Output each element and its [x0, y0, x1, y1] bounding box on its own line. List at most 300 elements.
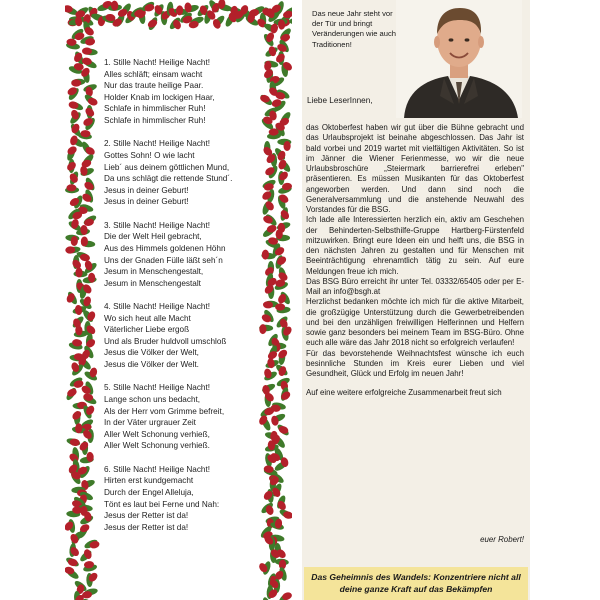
garland-berry	[82, 13, 91, 24]
garland-leaf	[65, 556, 80, 568]
garland-leaf	[72, 403, 86, 410]
portrait-illustration	[396, 0, 522, 118]
garland-leaf	[270, 549, 277, 563]
garland-leaf	[273, 99, 288, 113]
garland-berry	[66, 184, 76, 191]
garland-leaf	[83, 563, 98, 572]
garland-leaf	[65, 234, 80, 242]
garland-leaf	[84, 188, 95, 203]
garland-berry	[67, 463, 79, 475]
garland-berry	[66, 38, 77, 46]
garland-berry	[277, 293, 288, 305]
garland-leaf	[276, 423, 291, 437]
garland-leaf	[174, 7, 189, 16]
garland-leaf	[71, 486, 85, 493]
garland-berry	[70, 470, 82, 481]
poem-line: Da uns schlägt die rettende Stund´.	[104, 174, 233, 184]
poem-line: In der Väter urgrauer Zeit	[104, 418, 196, 428]
poem-line: Jesus die Völker der Welt,	[104, 348, 199, 358]
garland-berry	[69, 545, 81, 557]
garland-berry	[73, 379, 85, 389]
garland-leaf	[82, 214, 97, 227]
garland-berry	[70, 361, 81, 373]
garland-berry	[111, 17, 123, 28]
garland-berry	[230, 5, 239, 16]
garland-leaf	[87, 5, 100, 20]
garland-leaf	[278, 508, 292, 520]
garland-berry	[278, 116, 290, 127]
garland-leaf	[67, 86, 81, 101]
poem-line: 2. Stille Nacht! Heilige Nacht!	[104, 139, 211, 149]
garland-leaf	[278, 171, 284, 185]
intro-quote: Das neue Jahr steht vor der Tür und bringt Veränderungen wie auch Traditionen!	[312, 9, 397, 49]
letter-paragraph: Das BSG Büro erreicht ihr unter Tel. 03332/65405 oder per E-Mail an info@bsgh.at	[306, 276, 524, 296]
garland-berry	[85, 86, 94, 97]
garland-leaf	[276, 306, 291, 314]
garland-berry	[268, 578, 280, 590]
garland-leaf	[279, 110, 292, 125]
garland-leaf	[83, 261, 98, 275]
letter-paragraph: das Oktoberfest haben wir gut über die Bühne gebracht und das Urlaubsprojekt ist beinahe abgeschlossen. Das Jahr ist bald vorbei und 2019 wartet mit vielfältigen Aktivitäten. So ist im Jänner die Wiener Ferienmesse, wo wir die neue Urlaubsbroschüre „Steiermark barrierefrei erleben" präsentieren. Es müssen Musikanten für das Oktoberfest angeworben werden. Und dann sind noch die Generalversammlung und die anstehende Neuwahl des Vorstandes für die BSG.	[306, 123, 524, 214]
garland-berry	[68, 101, 79, 110]
garland-leaf	[76, 228, 91, 236]
garland-leaf	[73, 271, 87, 278]
garland-berry	[218, 0, 226, 9]
garland-leaf	[275, 494, 287, 509]
garland-berry	[68, 172, 79, 184]
poem-line: Väterlicher Liebe ergoß	[104, 325, 190, 335]
garland-leaf	[79, 418, 94, 431]
poem-line: Jesus in deiner Geburt!	[104, 197, 189, 207]
garland-berry	[80, 158, 92, 169]
garland-berry	[275, 279, 286, 288]
garland-leaf	[277, 185, 292, 195]
garland-leaf	[66, 146, 77, 161]
garland-berry	[274, 121, 286, 132]
garland-berry	[83, 25, 95, 37]
garland-berry	[65, 520, 75, 532]
garland-berry	[275, 255, 287, 267]
garland-leaf	[84, 321, 91, 335]
garland-berry	[77, 489, 87, 496]
garland-berry	[279, 18, 291, 28]
garland-leaf	[82, 20, 92, 35]
garland-leaf	[79, 15, 94, 27]
letter-paragraph: Ich lade alle Interessierten herzlich ein, aktiv am Geschehen der Behinderten-Selbsthilfe-Gruppe Hartberg-Fürstenfeld mitzuwirken. Bringt eure Ideen ein und helft uns, die BSG in den nächsten Jahren zu gestalten und für Menschen mit Beeinträchtigung ehrenamtlich tätig zu sein. Auf eure Meldungen freue ich mich.	[306, 215, 524, 276]
garland-leaf	[66, 246, 81, 255]
garland-berry	[74, 353, 84, 361]
garland-leaf	[129, 5, 144, 18]
garland-berry	[81, 57, 92, 66]
garland-berry	[102, 0, 113, 9]
garland-berry	[277, 365, 287, 377]
poem-line: Jesus der Retter ist da!	[104, 511, 189, 521]
garland-berry	[71, 258, 83, 270]
garland-berry	[73, 593, 85, 600]
garland-leaf	[276, 376, 291, 388]
garland-leaf	[70, 530, 83, 545]
garland-berry	[281, 325, 292, 337]
garland-leaf	[66, 290, 79, 305]
garland-leaf	[82, 69, 91, 84]
garland-leaf	[101, 14, 116, 24]
poem-stanza-6	[104, 464, 274, 534]
garland-berry	[88, 6, 99, 18]
garland-berry	[227, 11, 238, 23]
garland-leaf	[84, 116, 97, 131]
garland-berry	[270, 23, 279, 34]
garland-berry	[75, 9, 87, 19]
garland-berry	[184, 2, 193, 13]
garland-leaf	[71, 78, 85, 85]
garland-leaf	[73, 591, 81, 600]
garland-leaf	[78, 132, 93, 140]
garland-berry	[273, 245, 285, 257]
garland-berry	[84, 145, 96, 156]
garland-berry	[82, 591, 93, 599]
garland-leaf	[281, 63, 289, 78]
garland-leaf	[189, 15, 204, 26]
garland-berry	[77, 355, 87, 367]
garland-leaf	[76, 279, 83, 293]
garland-berry	[278, 170, 290, 182]
garland-leaf	[234, 9, 248, 24]
garland-berry	[74, 305, 83, 316]
garland-leaf	[78, 464, 91, 479]
garland-berry	[81, 428, 93, 440]
poem-line: Jesum in Menschengestalt,	[104, 267, 204, 277]
poem-line: Als der Herr vom Grimme befreit,	[104, 406, 225, 416]
garland-berry	[75, 325, 83, 335]
garland-leaf	[278, 12, 292, 26]
garland-berry	[75, 281, 87, 293]
garland-berry	[65, 4, 73, 13]
garland-berry	[77, 402, 87, 409]
garland-berry	[79, 494, 88, 505]
garland-berry	[144, 3, 156, 13]
garland-berry	[275, 548, 287, 560]
garland-leaf	[275, 0, 286, 15]
garland-leaf	[277, 266, 287, 281]
garland-leaf	[119, 2, 132, 17]
garland-leaf	[79, 490, 94, 502]
garland-berry	[85, 324, 97, 336]
poem-line: Jesus der Retter ist da!	[104, 522, 189, 532]
garland-leaf	[83, 93, 98, 107]
garland-leaf	[277, 194, 287, 209]
garland-berry	[239, 4, 250, 16]
garland-leaf	[69, 100, 84, 112]
letter-body	[306, 123, 524, 399]
garland-berry	[89, 540, 100, 549]
garland-berry	[279, 559, 287, 569]
garland-leaf	[124, 11, 139, 25]
garland-leaf	[85, 333, 94, 348]
garland-berry	[68, 19, 78, 26]
garland-berry	[269, 548, 281, 560]
garland-leaf	[83, 538, 98, 550]
garland-leaf	[273, 435, 287, 450]
garland-leaf	[108, 4, 123, 12]
poem-line: 3. Stille Nacht! Heilige Nacht!	[104, 220, 211, 230]
garland-berry	[105, 13, 116, 22]
garland-leaf	[262, 560, 272, 575]
garland-berry	[80, 225, 88, 235]
garland-leaf	[262, 32, 275, 47]
garland-berry	[268, 574, 280, 586]
garland-berry	[71, 236, 79, 246]
garland-berry	[246, 12, 256, 24]
garland-berry	[73, 62, 84, 71]
garland-berry	[210, 2, 221, 14]
garland-berry	[278, 193, 290, 205]
garland-berry	[188, 20, 199, 29]
poem-line: Alles schläft; einsam wacht	[104, 69, 203, 79]
garland-leaf	[82, 344, 95, 359]
garland-leaf	[83, 587, 98, 597]
garland-berry	[176, 5, 184, 15]
poem-line: Aller Welt Schonung verhieß.	[104, 441, 210, 451]
garland-leaf	[81, 240, 95, 247]
poem-stanza-5	[104, 382, 274, 452]
garland-leaf	[77, 524, 90, 539]
garland-berry	[71, 409, 83, 421]
garland-berry	[277, 348, 289, 360]
garland-leaf	[69, 543, 77, 558]
garland-leaf	[279, 206, 289, 221]
garland-leaf	[66, 510, 80, 517]
garland-berry	[84, 337, 96, 349]
garland-leaf	[78, 504, 93, 512]
garland-berry	[65, 246, 76, 254]
garland-leaf	[274, 579, 281, 593]
garland-leaf	[72, 255, 79, 269]
garland-leaf	[196, 3, 210, 18]
garland-leaf	[83, 48, 98, 56]
garland-leaf	[84, 176, 96, 191]
garland-berry	[275, 91, 287, 101]
garland-berry	[280, 456, 290, 468]
garland-berry	[87, 571, 99, 583]
garland-berry	[80, 506, 88, 516]
garland-berry	[85, 37, 96, 46]
garland-berry	[233, 9, 245, 20]
garland-leaf	[69, 470, 82, 485]
garland-berry	[75, 583, 85, 595]
garland-leaf	[72, 305, 87, 315]
garland-berry	[79, 165, 88, 176]
poem-line: Schlafe in himmlischer Ruh!	[104, 115, 206, 125]
garland-berry	[76, 465, 88, 476]
garland-berry	[280, 390, 292, 402]
garland-berry	[282, 510, 292, 519]
garland-leaf	[114, 13, 126, 28]
garland-berry	[97, 16, 106, 27]
garland-leaf	[65, 386, 78, 401]
garland-berry	[84, 404, 95, 416]
garland-leaf	[138, 10, 147, 25]
garland-leaf	[217, 3, 232, 12]
garland-leaf	[73, 50, 85, 65]
garland-leaf	[212, 14, 226, 29]
garland-leaf	[278, 159, 292, 174]
poem-line: Und als Bruder huldvoll umschloß	[104, 336, 227, 346]
garland-berry	[70, 122, 81, 134]
garland-leaf	[78, 297, 93, 311]
garland-berry	[182, 15, 194, 25]
garland-leaf	[80, 140, 92, 155]
garland-leaf	[74, 411, 81, 425]
garland-leaf	[274, 281, 289, 292]
garland-leaf	[79, 203, 94, 213]
garland-leaf	[78, 357, 92, 371]
garland-leaf	[207, 0, 220, 14]
poem-line: Jesum in Menschengestalt	[104, 278, 201, 288]
garland-leaf	[96, 2, 111, 13]
garland-leaf	[65, 187, 79, 194]
callout-text: Das Geheimnis des Wandels: Konzentriere nicht all deine ganze Kraft auf das Bekämpfen	[311, 572, 521, 594]
garland-leaf	[179, 11, 194, 25]
garland-berry	[281, 60, 292, 72]
garland-leaf	[82, 58, 97, 70]
garland-leaf	[153, 3, 166, 18]
garland-berry	[273, 342, 280, 352]
garland-berry	[273, 569, 285, 581]
garland-berry	[68, 196, 80, 207]
garland-leaf	[273, 459, 288, 472]
garland-leaf	[203, 9, 213, 24]
garland-berry	[282, 182, 292, 191]
garland-leaf	[140, 0, 155, 13]
garland-leaf	[244, 15, 259, 28]
garland-berry	[86, 310, 97, 322]
garland-berry	[68, 452, 80, 464]
poem-line: Die der Welt Heil gebracht,	[104, 232, 202, 242]
garland-berry	[69, 438, 80, 447]
garland-leaf	[68, 111, 82, 126]
poem-line: Uns der Gnaden Fülle läßt seh´n	[104, 255, 223, 265]
garland-leaf	[72, 459, 81, 474]
garland-leaf	[73, 330, 88, 338]
garland-leaf	[86, 105, 93, 119]
garland-berry	[276, 229, 283, 239]
garland-berry	[82, 116, 94, 127]
garland-leaf	[68, 159, 75, 173]
garland-berry	[265, 31, 276, 43]
poem-line: Aus des Himmels goldenen Höhn	[104, 243, 226, 253]
poem-line: Jesus in deiner Geburt!	[104, 185, 189, 195]
garland-berry	[267, 588, 279, 600]
garland-berry	[75, 268, 82, 278]
garland-berry	[198, 4, 209, 16]
garland-leaf	[278, 27, 292, 42]
garland-berry	[276, 150, 287, 162]
garland-leaf	[272, 343, 286, 350]
garland-berry	[212, 18, 223, 30]
garland-berry	[69, 533, 80, 545]
garland-berry	[65, 566, 75, 576]
letter-paragraph: Für das bevorstehende Weihnachtsfest wünsche ich euch besinnliche Stunden im Kreis eurer Lieben und viel Gesundheit, Glück und Erfolg im neuen Jahr!	[306, 348, 524, 378]
garland-berry	[257, 562, 269, 574]
garland-leaf	[273, 446, 285, 461]
garland-leaf	[80, 478, 95, 489]
garland-berry	[80, 384, 92, 396]
garland-berry	[84, 561, 95, 569]
garland-berry	[80, 348, 91, 360]
garland-leaf	[82, 394, 97, 406]
garland-leaf	[80, 167, 95, 178]
garland-berry	[89, 367, 99, 379]
garland-berry	[81, 423, 93, 433]
garland-berry	[279, 209, 291, 221]
garland-leaf	[67, 207, 82, 221]
garland-leaf	[72, 194, 84, 209]
garland-berry	[74, 31, 86, 41]
garland-leaf	[74, 5, 89, 18]
garland-berry	[276, 499, 287, 511]
garland-leaf	[274, 363, 289, 377]
garland-berry	[65, 292, 76, 304]
garland-leaf	[275, 558, 289, 565]
garland-berry	[81, 192, 93, 204]
garland-berry	[71, 210, 83, 220]
garland-berry	[282, 10, 292, 19]
garland-berry	[87, 97, 99, 107]
garland-leaf	[289, 18, 292, 24]
garland-leaf	[283, 5, 292, 17]
garland-berry	[270, 3, 282, 15]
garland-leaf	[70, 363, 84, 377]
garland-leaf	[86, 573, 93, 587]
garland-berry	[172, 18, 183, 30]
garland-berry	[266, 7, 276, 19]
garland-leaf	[66, 42, 81, 51]
garland-leaf	[274, 543, 281, 557]
garland-berry	[281, 591, 292, 600]
garland-leaf	[81, 308, 95, 323]
garland-leaf	[66, 437, 81, 447]
garland-berry	[267, 45, 277, 57]
poem-stille-nacht	[104, 57, 274, 545]
garland-berry	[79, 66, 91, 78]
garland-berry	[71, 499, 83, 509]
garland-leaf	[274, 254, 284, 269]
garland-berry	[279, 33, 291, 44]
garland-leaf	[147, 16, 159, 31]
garland-berry	[277, 271, 289, 283]
poem-line: Aller Welt Schonung verhieß,	[104, 429, 210, 439]
garland-leaf	[68, 17, 83, 26]
poem-line: 6. Stille Nacht! Heilige Nacht!	[104, 464, 211, 474]
garland-leaf	[273, 18, 287, 25]
garland-leaf	[267, 10, 282, 24]
garland-leaf	[277, 139, 291, 146]
garland-berry	[82, 296, 92, 308]
garland-leaf	[71, 315, 85, 330]
author-photo	[396, 0, 522, 118]
poem-line: 1. Stille Nacht! Heilige Nacht!	[104, 58, 211, 67]
garland-berry	[117, 7, 129, 18]
garland-leaf	[278, 38, 291, 53]
garland-leaf	[69, 354, 84, 362]
garland-berry	[277, 222, 286, 233]
garland-leaf	[73, 579, 88, 593]
garland-berry	[146, 18, 158, 29]
poem-stanza-4	[104, 301, 274, 371]
garland-berry	[88, 273, 96, 283]
garland-leaf	[82, 404, 94, 419]
garland-berry	[84, 260, 94, 272]
